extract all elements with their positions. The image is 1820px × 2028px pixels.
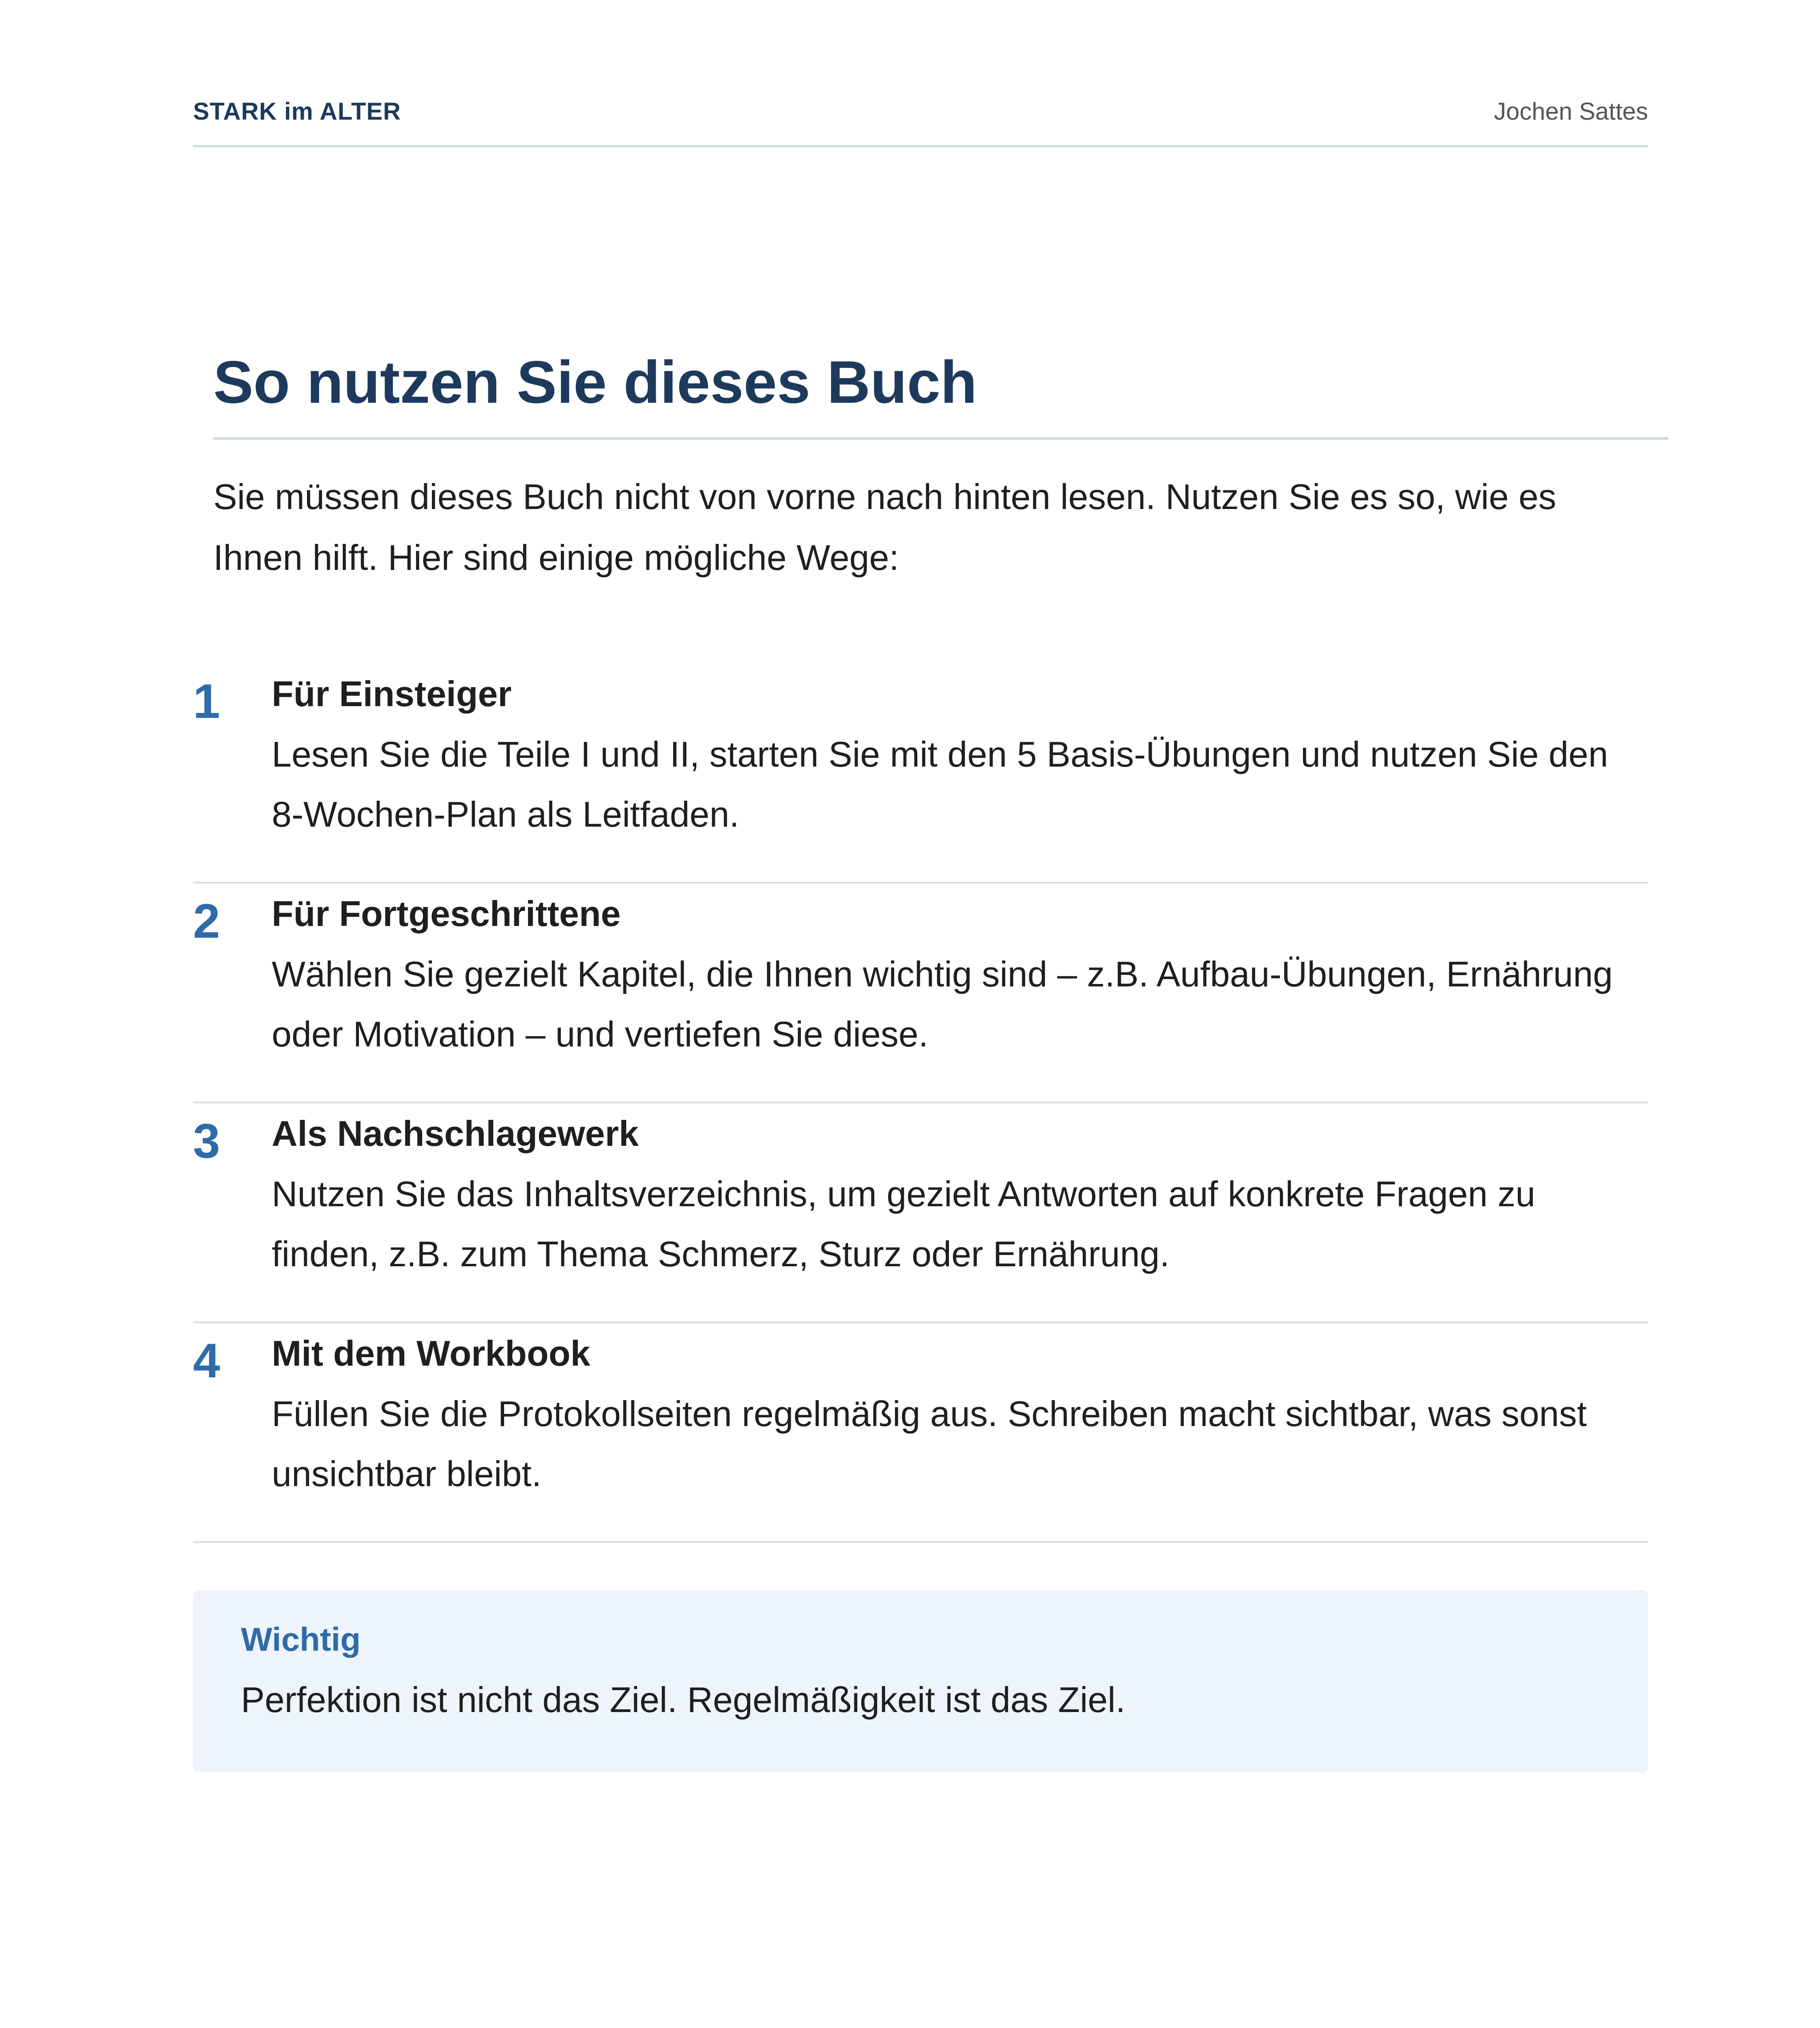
callout-text: Perfektion ist nicht das Ziel. Regelmäßigkeit ist das Ziel. bbox=[241, 1680, 1126, 1720]
callout-title: Wichtig bbox=[241, 1621, 361, 1658]
step-text: Füllen Sie die Protokollseiten regelmäßig aus. Schreiben macht sichtbar, was sonst unsichtbar bleibt. bbox=[272, 1394, 1587, 1494]
important-callout bbox=[193, 1590, 1648, 1772]
step-body bbox=[272, 664, 1642, 844]
step-number: 2 bbox=[193, 894, 220, 948]
page-title: So nutzen Sie dieses Buch bbox=[213, 349, 977, 416]
book-title: STARK im ALTER bbox=[193, 98, 401, 125]
intro-paragraph: Sie müssen dieses Buch nicht von vorne nach hinten lesen. Nutzen Sie es so, wie es Ihnen hilft. Hier sind einige mögliche Wege: bbox=[213, 477, 1556, 578]
author-name: Jochen Sattes bbox=[1494, 98, 1648, 125]
step-number: 1 bbox=[193, 674, 220, 728]
step-number: 4 bbox=[193, 1334, 220, 1388]
step-title: Für Einsteiger bbox=[272, 674, 512, 714]
step-title: Mit dem Workbook bbox=[272, 1333, 590, 1373]
step-title: Als Nachschlagewerk bbox=[272, 1113, 639, 1154]
step-body bbox=[272, 1323, 1642, 1504]
step-number: 3 bbox=[193, 1114, 220, 1168]
list-item bbox=[193, 1323, 1648, 1543]
step-text: Wählen Sie gezielt Kapitel, die Ihnen wichtig sind – z.B. Aufbau-Übungen, Ernährung oder Motivation – und vertiefen Sie diese. bbox=[272, 954, 1613, 1054]
step-text: Nutzen Sie das Inhaltsverzeichnis, um gezielt Antworten auf konkrete Fragen zu finden, z.B. zum Thema Schmerz, Sturz oder Ernährung. bbox=[272, 1174, 1535, 1274]
step-title: Für Fortgeschrittene bbox=[272, 894, 621, 934]
list-item bbox=[193, 883, 1648, 1103]
step-body bbox=[272, 1103, 1642, 1284]
list-item bbox=[193, 664, 1648, 883]
step-body bbox=[272, 883, 1642, 1064]
list-item bbox=[193, 1103, 1648, 1323]
section-heading bbox=[213, 340, 1668, 440]
step-text: Lesen Sie die Teile I und II, starten Sie mit den 5 Basis-Übungen und nutzen Sie den 8-Wochen-Plan als Leitfaden. bbox=[272, 734, 1608, 834]
running-header bbox=[193, 92, 1648, 147]
usage-steps-list bbox=[193, 664, 1648, 1543]
